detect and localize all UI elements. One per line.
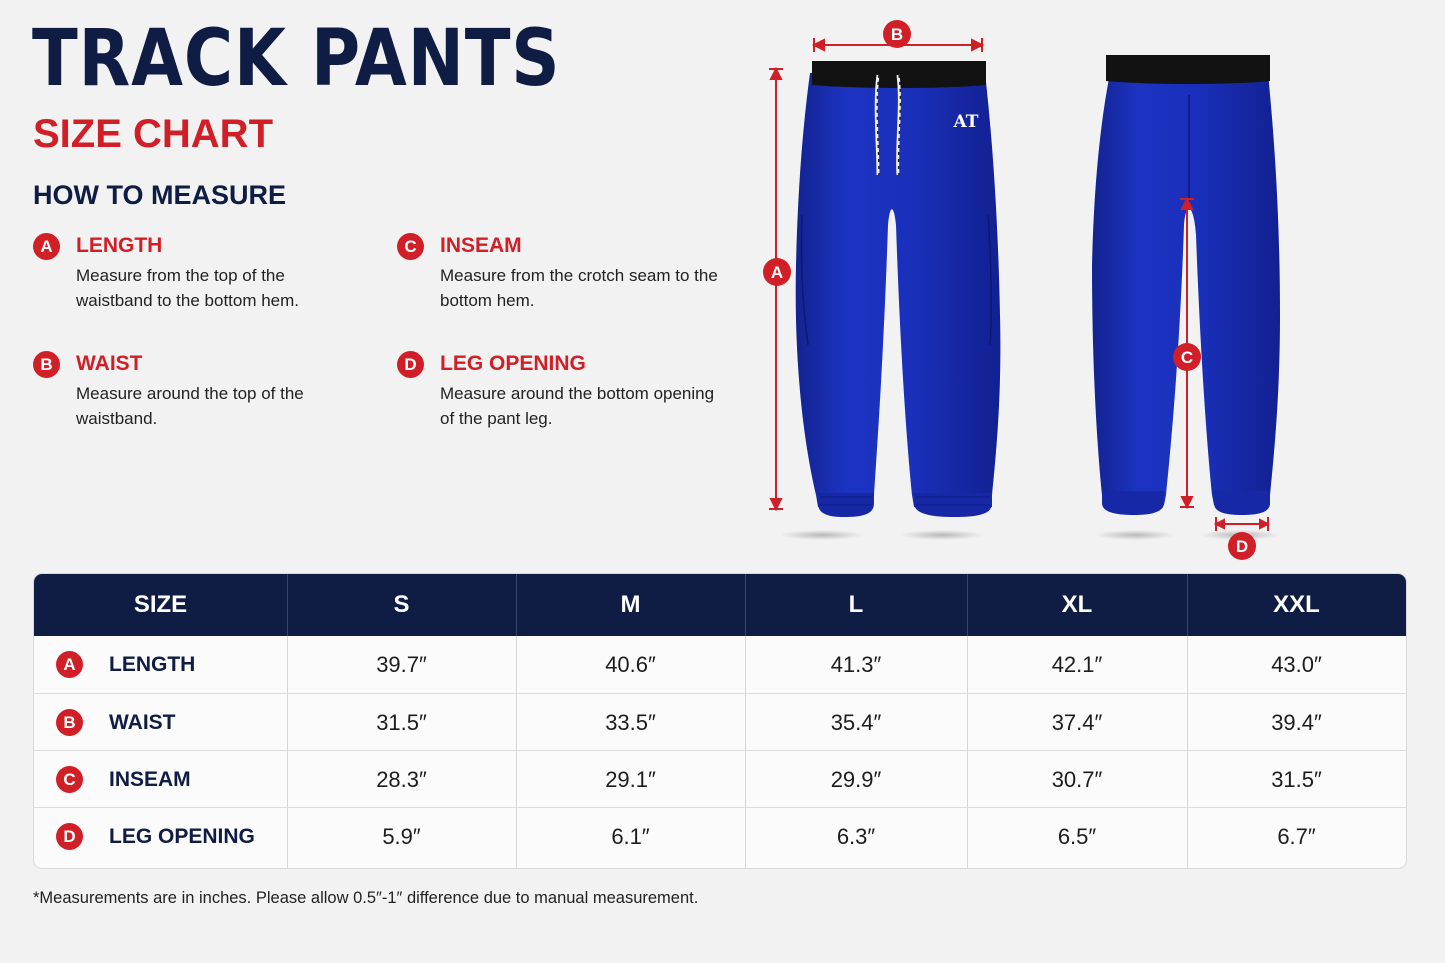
- badge-d: D: [397, 351, 424, 378]
- table-cell: 41.3″: [830, 651, 882, 677]
- measure-leg-opening-description: Measure around the bottom opening of the pant leg.: [440, 384, 715, 428]
- table-cell: 31.5″: [1271, 766, 1322, 792]
- table-cell: 30.7″: [1051, 766, 1103, 792]
- table-cell: 29.9″: [830, 766, 882, 792]
- marker-d-label: D: [1235, 537, 1249, 556]
- row-badge-b: B: [56, 709, 83, 736]
- measure-inseam-description: Measure from the crotch seam to the bottom hem.: [440, 266, 718, 310]
- how-to-measure-heading: HOW TO MEASURE: [33, 180, 287, 210]
- table-cell: 6.5″: [1057, 823, 1097, 849]
- header-size-m: M: [620, 591, 641, 618]
- table-row-leg-opening: [34, 807, 1406, 865]
- measure-length-description: Measure from the top of the waistband to the bottom hem.: [76, 266, 300, 310]
- page-subtitle: SIZE CHART: [33, 112, 273, 156]
- table-cell: 37.4″: [1051, 709, 1103, 735]
- measure-leg-opening-title: LEG OPENING: [440, 352, 586, 375]
- table-cell: 6.3″: [836, 823, 876, 849]
- measure-waist: [33, 349, 353, 439]
- table-row-inseam: [34, 750, 1406, 808]
- row-label-length: LENGTH: [109, 652, 196, 676]
- table-cell: 39.4″: [1271, 709, 1322, 735]
- table-cell: 31.5″: [376, 709, 427, 735]
- table-cell: 33.5″: [605, 709, 656, 735]
- badge-b: B: [33, 351, 60, 378]
- measure-leg-opening: [397, 349, 717, 439]
- measure-waist-description: Measure around the top of the waistband.: [76, 384, 304, 428]
- table-cell: 40.6″: [605, 651, 656, 677]
- page-title: TRACK PANTS: [32, 14, 561, 104]
- marker-c-label: C: [1180, 348, 1194, 367]
- marker-d: [1228, 532, 1256, 560]
- row-label-leg-opening: LEG OPENING: [109, 824, 255, 848]
- table-cell: 39.7″: [376, 651, 427, 677]
- header-size-l: L: [848, 591, 864, 618]
- header-size-xl: XL: [1061, 591, 1093, 618]
- marker-c: [1173, 343, 1201, 371]
- measure-length-title: LENGTH: [76, 234, 163, 257]
- measure-length: [33, 231, 353, 321]
- badge-a: A: [33, 233, 60, 260]
- header-size-s: S: [393, 591, 410, 618]
- marker-a: [763, 258, 791, 286]
- table-cell: 29.1″: [605, 766, 656, 792]
- marker-a-label: A: [770, 263, 784, 282]
- table-cell: 6.1″: [611, 823, 650, 849]
- table-cell: 42.1″: [1051, 651, 1103, 677]
- badge-c: C: [397, 233, 424, 260]
- table-cell: 35.4″: [830, 709, 882, 735]
- size-table-header: [34, 574, 1406, 636]
- header-size-xxl: XXL: [1273, 591, 1320, 618]
- table-row-length: [34, 636, 1406, 693]
- row-badge-c: C: [56, 766, 83, 793]
- footnote: *Measurements are in inches. Please allow 0.5″-1″ difference due to manual measurement.: [33, 889, 699, 907]
- team-logo: AT: [953, 112, 979, 132]
- row-badge-a: A: [56, 651, 83, 678]
- header-size: SIZE: [133, 591, 188, 618]
- table-cell: 5.9″: [382, 823, 421, 849]
- table-cell: 28.3″: [376, 766, 427, 792]
- pants-front-view: [780, 61, 1000, 540]
- size-table: [33, 573, 1407, 869]
- marker-b-label: B: [890, 25, 904, 44]
- size-table-body: [34, 636, 1406, 868]
- measure-inseam: [397, 231, 717, 321]
- measure-inseam-title: INSEAM: [440, 234, 522, 257]
- table-cell: 6.7″: [1277, 823, 1316, 849]
- table-cell: 43.0″: [1271, 651, 1322, 677]
- marker-b: [883, 20, 911, 48]
- table-row-waist: [34, 693, 1406, 751]
- measure-waist-title: WAIST: [76, 352, 143, 375]
- row-label-waist: WAIST: [109, 710, 176, 734]
- pants-illustration: [740, 15, 1440, 560]
- row-label-inseam: INSEAM: [109, 767, 191, 791]
- row-badge-d: D: [56, 823, 83, 850]
